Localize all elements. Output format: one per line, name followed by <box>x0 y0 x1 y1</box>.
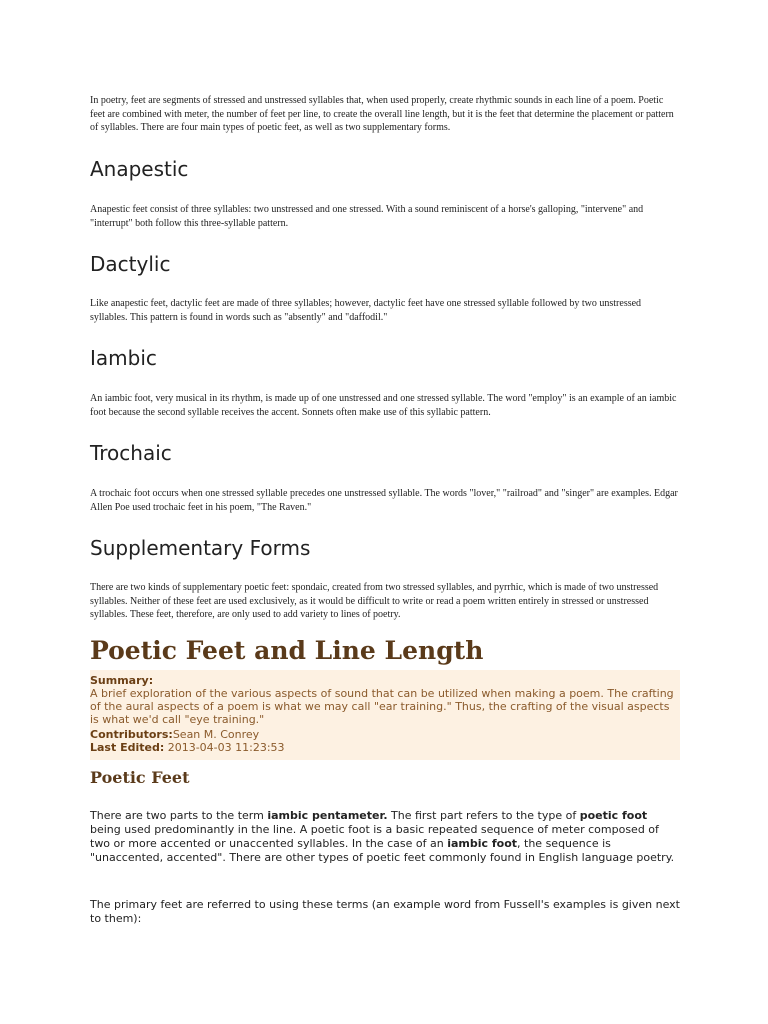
anapestic-paragraph: Anapestic feet consist of three syllables: two unstressed and one stressed. With a sound reminiscent of a horse's galloping, "intervene" and "interrupt" both follow this three-syllable pattern. <box>90 204 644 229</box>
intro-paragraph: In poetry, feet are segments of stressed and unstressed syllables that, when used properly, create rhythmic sounds in each line of a poem. Poetic feet are combined with meter, the number of feet per line, to create the overall line length, but it is the feet that determine the placement or pattern of syllables. There are four main types of poetic feet, as well as two supplementary forms. <box>90 95 674 133</box>
summary-text: A brief exploration of the various aspects of sound that can be utilized when making a poem. The crafting of the aural aspects of a poem is what we may call "ear training." Thus, the crafting of the visual aspects is what we'd call "eye training." <box>90 687 674 726</box>
last-edited-label: Last Edited: <box>90 741 165 754</box>
trochaic-paragraph: A trochaic foot occurs when one stressed syllable precedes one unstressed syllable. The words "lover," "railroad" and "singer" are examples. Edgar Allen Poe used trochaic feet in his poem, "The Raven." <box>90 488 678 513</box>
section-subtitle: Poetic Feet <box>90 768 190 787</box>
poetic-feet-paragraph: There are two parts to the term iambic pentameter. The first part refers to the type of poetic foot being used predominantly in the line. A poetic foot is a basic repeated sequence of meter composed of two or more accented or unaccented syllables. In the case of an iambic foot, the sequence is "unaccented, accented". There are other types of poetic feet commonly found in English language poetry. <box>90 809 675 864</box>
supplementary-paragraph: There are two kinds of supplementary poetic feet: spondaic, created from two stressed syllables, and pyrrhic, which is made of two unstressed syllables. Neither of these feet are used exclusively, as it would be difficult to write or read a poem written entirely in stressed or unstressed syllables. These feet, therefore, are only used to add variety to lines of poetry. <box>90 582 659 620</box>
contributors-row <box>90 728 678 741</box>
contributors-label: Contributors: <box>90 728 173 741</box>
heading-dactylic: Dactylic <box>90 252 171 276</box>
article-title: Poetic Feet and Line Length <box>90 636 484 665</box>
heading-anapestic: Anapestic <box>90 157 189 181</box>
dactylic-paragraph: Like anapestic feet, dactylic feet are made of three syllables; however, dactylic feet have one stressed syllable followed by two unstressed syllables. This pattern is found in words such as "absently" and "daffodil." <box>90 298 642 323</box>
summary-label: Summary: <box>90 674 154 687</box>
contributors-value: Sean M. Conrey <box>172 728 260 741</box>
heading-trochaic: Trochaic <box>90 441 172 465</box>
last-edited-value: 2013-04-03 11:23:53 <box>167 741 285 754</box>
heading-supplementary-forms: Supplementary Forms <box>90 536 311 560</box>
summary-box <box>90 670 680 760</box>
last-edited-row <box>90 741 678 754</box>
primary-feet-paragraph: The primary feet are referred to using these terms (an example word from Fussell's examples is given next to them): <box>90 898 680 925</box>
heading-iambic: Iambic <box>90 346 157 370</box>
iambic-paragraph: An iambic foot, very musical in its rhythm, is made up of one unstressed and one stressed syllable. The word "employ" is an example of an iambic foot because the second syllable receives the accent. Sonnets often make use of this syllabic pattern. <box>90 393 677 418</box>
